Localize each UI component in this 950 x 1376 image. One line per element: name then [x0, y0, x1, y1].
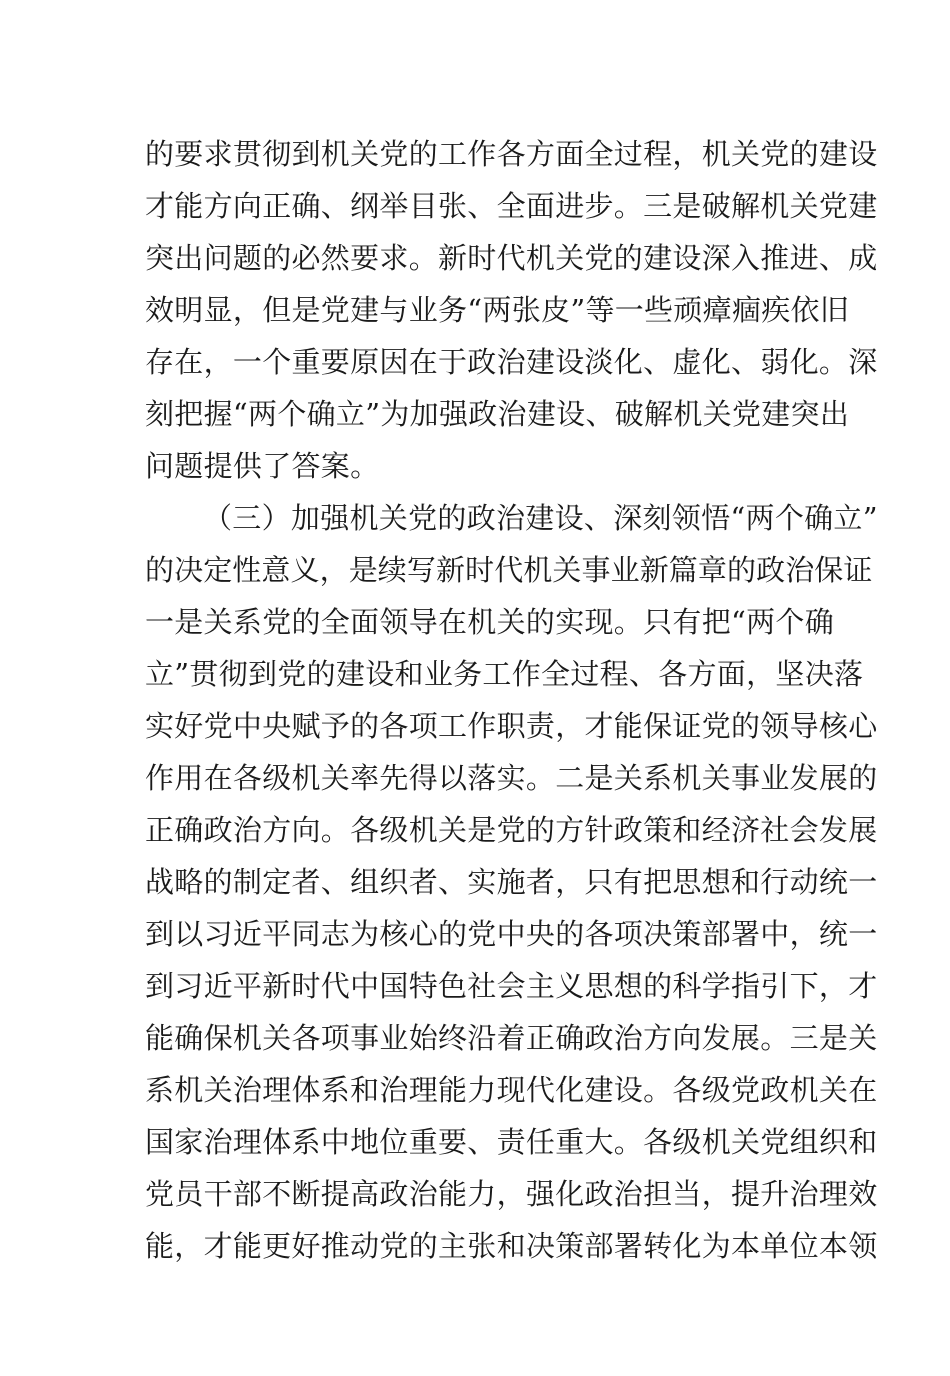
text-line: 的决定性意义，是续写新时代机关事业新篇章的政治保证	[145, 553, 873, 587]
text-line	[145, 1272, 810, 1324]
text-line: 国家治理体系中地位重要、责任重大。各级机关党组织和	[145, 1125, 878, 1159]
paragraph-1	[145, 128, 878, 492]
text-line: 到习近平新时代中国特色社会主义思想的科学指引下，才	[145, 969, 878, 1003]
text-line: 实好党中央赋予的各项工作职责，才能保证党的领导核心	[145, 709, 878, 743]
text-line: 问题提供了答案。	[145, 449, 380, 483]
text-line: 正确政治方向。各级机关是党的方针政策和经济社会发展	[145, 813, 878, 847]
text-line: 突出问题的必然要求。新时代机关党的建设深入推进、成	[145, 241, 878, 275]
paragraph-2	[145, 492, 878, 1376]
text-line: 的要求贯彻到机关党的工作各方面全过程，机关党的建设	[145, 137, 878, 171]
text-line: 到以习近平同志为核心的党中央的各项决策部署中，统一	[145, 917, 878, 951]
text-line: 党员干部不断提高政治能力，强化政治担当，提升治理效	[145, 1177, 878, 1211]
text-line: 刻把握“两个确立”为加强政治建设、破解机关党建突出	[145, 397, 850, 431]
text-line: 存在，一个重要原因在于政治建设淡化、虚化、弱化。深	[145, 345, 878, 379]
text-line: 能确保机关各项事业始终沿着正确政治方向发展。三是关	[145, 1021, 878, 1055]
text-line: 一是关系党的全面领导在机关的实现。只有把“两个确	[145, 605, 835, 639]
text-line: 系机关治理体系和治理能力现代化建设。各级党政机关在	[145, 1073, 878, 1107]
text-line	[145, 1324, 810, 1376]
document-body	[145, 128, 878, 1376]
text-line: 立”贯彻到党的建设和业务工作全过程、各方面，坚决落	[145, 657, 864, 691]
text-line: 作用在各级机关率先得以落实。二是关系机关事业发展的	[145, 761, 878, 795]
text-line: 才能方向正确、纲举目张、全面进步。三是破解机关党建	[145, 189, 878, 223]
text-line: 效明显，但是党建与业务“两张皮”等一些顽瘴痼疾依旧	[145, 293, 850, 327]
text-line: 能，才能更好推动党的主张和决策部署转化为本单位本领	[145, 1229, 878, 1263]
text-line: 战略的制定者、组织者、实施者，只有把思想和行动统一	[145, 865, 878, 899]
text-line: （三）加强机关党的政治建设、深刻领悟“两个确立”	[203, 501, 878, 535]
